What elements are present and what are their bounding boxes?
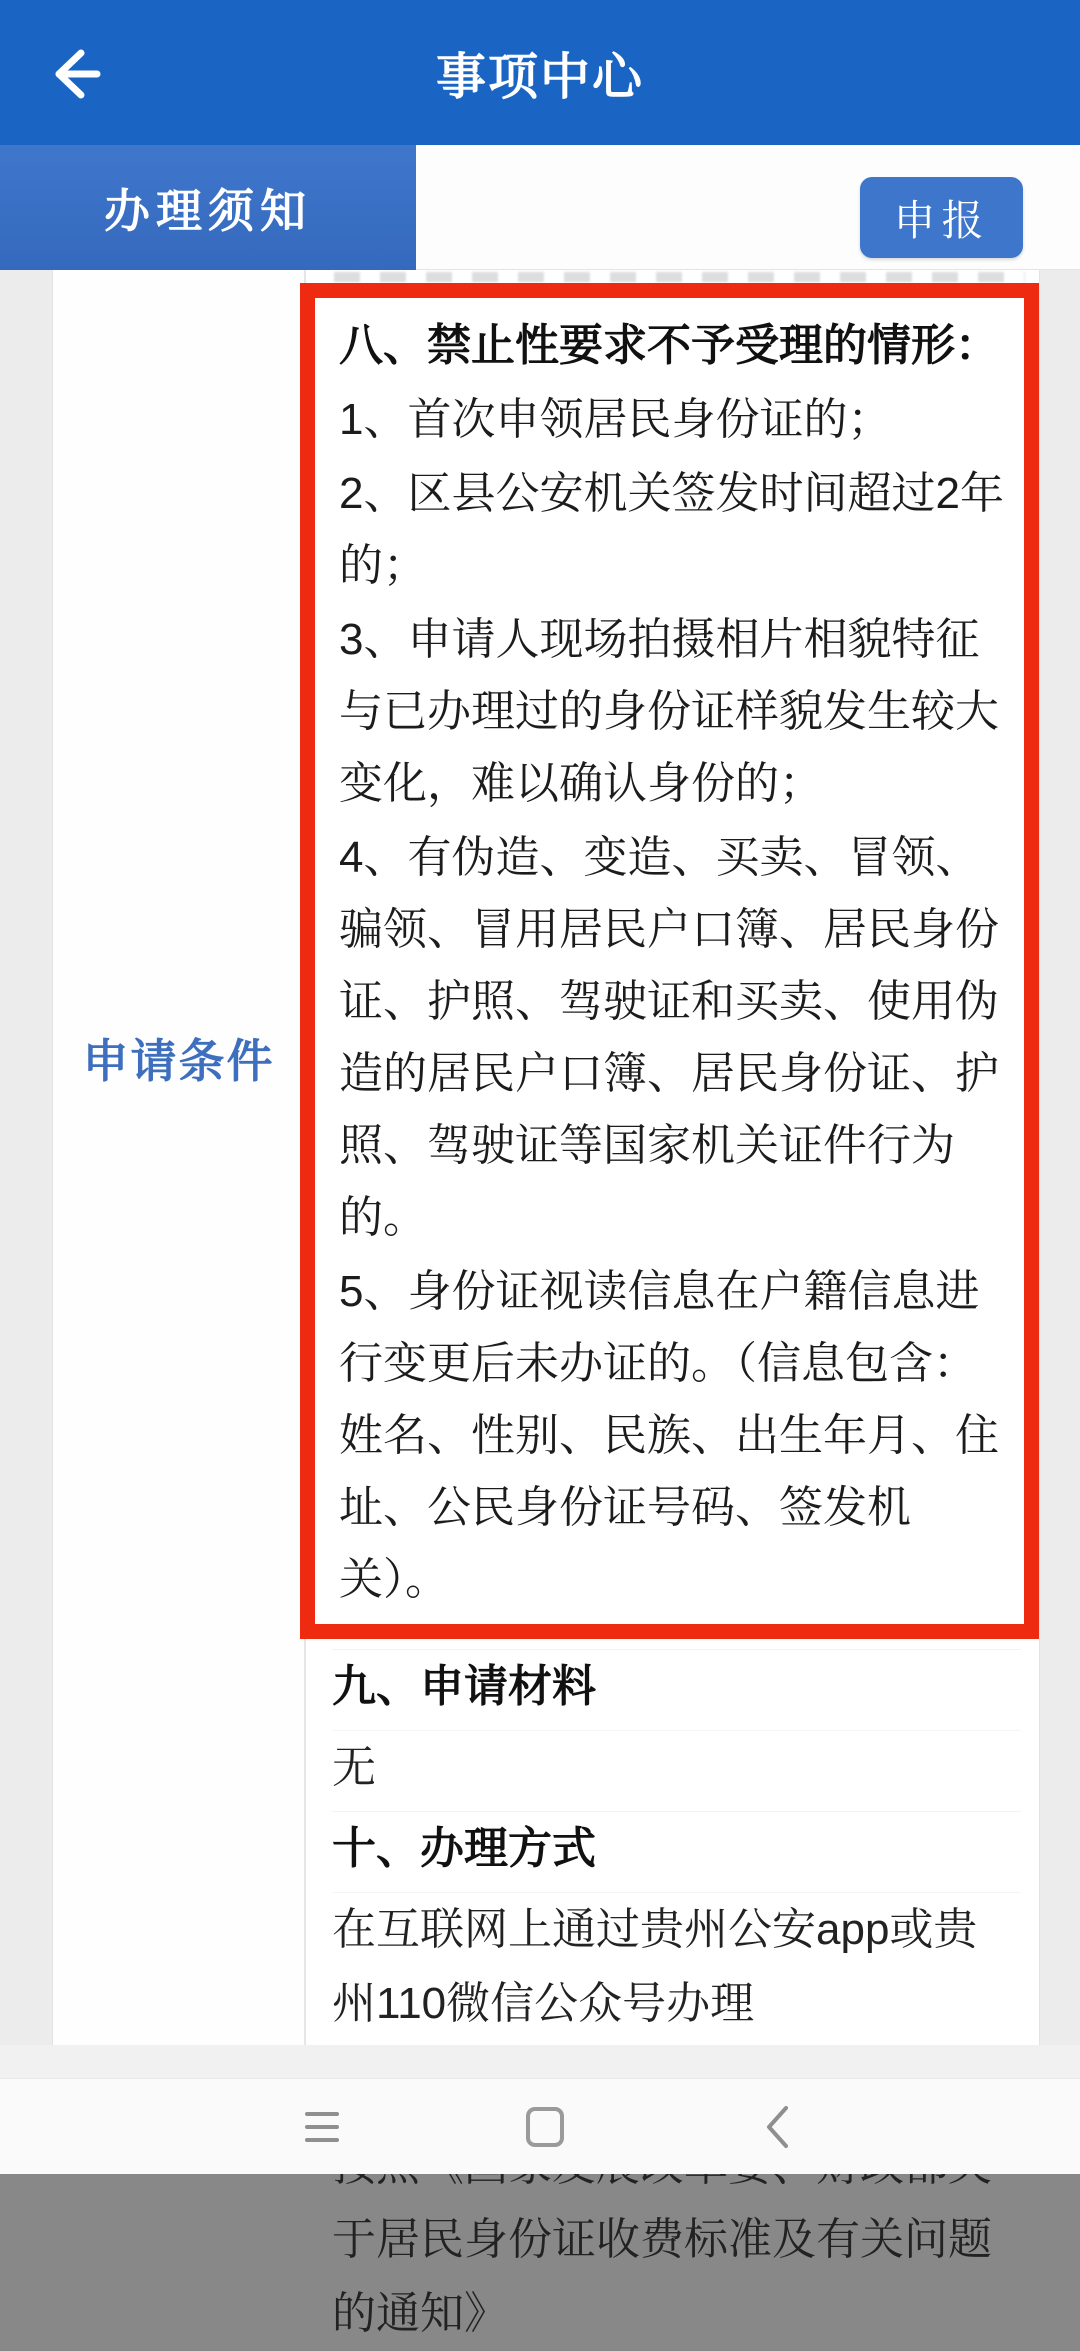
arrow-left-icon xyxy=(45,45,103,103)
highlighted-section-red-box xyxy=(300,283,1039,1639)
apply-button[interactable] xyxy=(860,177,1023,258)
back-chevron-icon xyxy=(762,2105,792,2149)
notice-sections xyxy=(306,1639,1039,2351)
system-nav-bar xyxy=(0,2078,1080,2174)
page-title: 事项中心 xyxy=(436,48,644,105)
row-label-application-conditions: 申请条件 xyxy=(82,1035,275,1087)
row-label-column xyxy=(53,270,306,2045)
section-9-heading: 九、申请材料 xyxy=(332,1649,1021,1724)
back-button[interactable] xyxy=(38,38,110,110)
section-8-heading: 八、禁止性要求不予受理的情形： xyxy=(339,321,999,370)
scrolled-text-remnant xyxy=(334,272,1025,282)
home-icon xyxy=(526,2107,564,2147)
tab-banli-xuzhi[interactable] xyxy=(0,145,416,270)
notice-document[interactable] xyxy=(52,270,1040,2338)
nav-menu-button[interactable] xyxy=(262,2079,382,2175)
section-8-item: 5、身份证视读信息在户籍信息进行变更后未办证的。（信息包含：姓名、性别、民族、出生年月、住址、公民身份证号码、签发机关）。 xyxy=(339,1267,999,1604)
section-8-item: 3、申请人现场拍摄相片相貌特征与已办理过的身份证样貌发生较大变化，难以确认身份的； xyxy=(339,615,999,808)
notice-content xyxy=(306,270,1039,2338)
tab-label: 办理须知 xyxy=(104,184,312,237)
section-8-item: 2、区县公安机关签发时间超过2年的； xyxy=(339,469,1004,590)
section-9-body: 无 xyxy=(332,1730,1021,1805)
bottom-system-area xyxy=(0,2045,1080,2174)
nav-back-button[interactable] xyxy=(717,2079,837,2175)
section-10-heading: 十、办理方式 xyxy=(332,1811,1021,1886)
section-8-item: 1、首次申领居民身份证的； xyxy=(339,395,892,444)
section-11-body: 于居民身份证收费标准及有关问题的通知》 xyxy=(332,2128,1021,2351)
app-header xyxy=(0,0,1080,145)
nav-home-button[interactable] xyxy=(485,2079,605,2175)
menu-icon xyxy=(305,2112,339,2142)
section-10-body: 在互联网上通过贵州公安app或贵州110微信公众号办理 xyxy=(332,1892,1021,2041)
tab-bar xyxy=(0,145,1080,270)
section-8-item: 4、有伪造、变造、买卖、冒领、骗领、冒用居民户口簿、居民身份证、护照、驾驶证和买卖、使用伪造的居民户口簿、居民身份证、护照、驾驶证等国家机关证件行为的。 xyxy=(339,833,999,1242)
apply-button-label: 申报 xyxy=(893,196,990,244)
